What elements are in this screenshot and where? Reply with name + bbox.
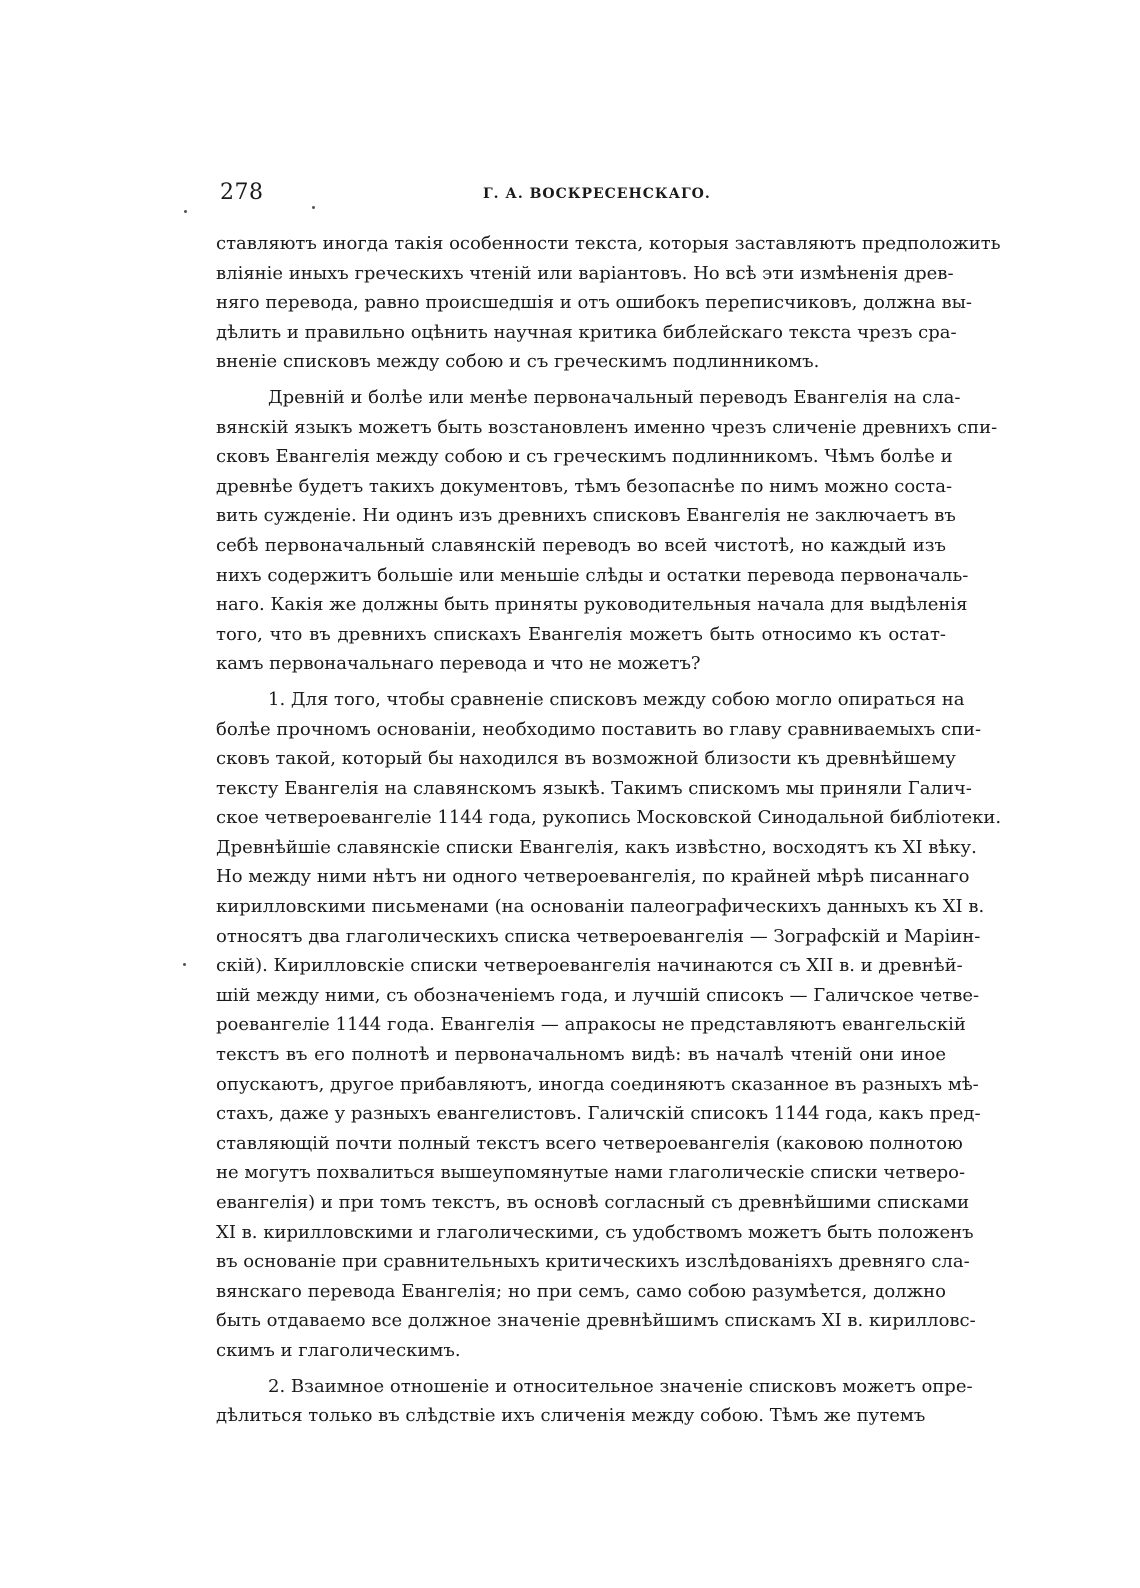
text-line: сковъ такой, который бы находился въ возможной близости къ древнѣйшему — [216, 748, 956, 770]
text-line: няго перевода, равно происшедшія и отъ ошибокъ переписчиковъ, должна вы- — [216, 292, 972, 314]
text-line: вить сужденіе. Ни одинъ изъ древнихъ списковъ Евангелія не заключаетъ въ — [216, 505, 956, 527]
text-line: въ основаніе при сравнительныхъ критическихъ изслѣдованіяхъ древняго сла- — [216, 1251, 970, 1273]
text-line: не могутъ похвалиться вышеупомянутые нами глаголическіе списки четверо- — [216, 1162, 966, 1184]
text-line: вянскаго перевода Евангелія; но при семъ, само собою разумѣется, должно — [216, 1280, 946, 1302]
text-line: 1. Для того, чтобы сравненіе списковъ между собою могло опираться на — [268, 688, 965, 710]
text-line: стахъ, даже у разныхъ евангелистовъ. Галичскій списокъ 1144 года, какъ пред- — [216, 1103, 981, 1125]
paragraph — [216, 229, 1001, 377]
text-line: вянскій языкъ можетъ быть возстановленъ именно чрезъ сличеніе древнихъ спи- — [216, 416, 998, 438]
scan-speck — [312, 206, 315, 209]
text-line: относятъ два глаголическихъ списка четвероевангелія — Зографскій и Маріин- — [216, 925, 981, 947]
text-line: 2. Взаимное отношеніе и относительное значеніе списковъ можетъ опре- — [268, 1375, 973, 1397]
text-line: древнѣе будетъ такихъ документовъ, тѣмъ безопаснѣе по нимъ можно соста- — [216, 475, 953, 497]
text-line: наго. Какія же должны быть приняты руководительныя начала для выдѣленія — [216, 594, 968, 616]
text-line: опускаютъ, другое прибавляютъ, иногда соединяютъ сказанное въ разныхъ мѣ- — [216, 1073, 979, 1095]
text-line: вненіе списковъ между собою и съ греческимъ подлинникомъ. — [216, 351, 820, 373]
text-line: нихъ содержитъ большіе или меньшіе слѣды и остатки перевода первоначаль- — [216, 564, 969, 586]
text-line: тексту Евангелія на славянскомъ языкѣ. Такимъ спискомъ мы приняли Галич- — [216, 777, 972, 799]
text-line: текстъ въ его полнотѣ и первоначальномъ видѣ: въ началѣ чтеній они иное — [216, 1044, 946, 1066]
text-line: болѣе прочномъ основаніи, необходимо поставить во главу сравниваемыхъ спи- — [216, 718, 982, 740]
text-line: Древній и болѣе или менѣе первоначальный переводъ Евангелія на сла- — [268, 386, 961, 408]
text-line: Древнѣйшіе славянскіе списки Евангелія, какъ извѣстно, восходятъ къ XI вѣку. — [216, 836, 977, 858]
scan-speck — [184, 210, 187, 213]
text-line: вліяніе иныхъ греческихъ чтеній или варіантовъ. Но всѣ эти измѣненія древ- — [216, 262, 954, 284]
body-text — [216, 229, 1002, 1431]
text-line: ское четвероевангеліе 1144 года, рукопись Московской Синодальной библіотеки. — [216, 807, 1002, 829]
paragraph — [216, 1372, 973, 1431]
text-line: скимъ и глаголическимъ. — [216, 1339, 461, 1361]
page-header — [218, 176, 944, 216]
page-number: 278 — [220, 180, 264, 205]
text-line: сковъ Евангелія между собою и съ греческимъ подлинникомъ. Чѣмъ болѣе и — [216, 446, 953, 468]
paragraph — [216, 383, 998, 679]
text-line: Но между ними нѣтъ ни одного четвероевангелія, по крайней мѣрѣ писаннаго — [216, 866, 970, 888]
text-line: дѣлить и правильно оцѣнить научная критика библейскаго текста чрезъ сра- — [216, 321, 957, 343]
running-head: Г. А. ВОСКРЕСЕНСКАГО. — [483, 186, 711, 202]
text-line: того, что въ древнихъ спискахъ Евангелія можетъ быть относимо къ остат- — [216, 623, 946, 645]
text-line: шій между ними, съ обозначеніемъ года, и лучшій списокъ — Галичское четве- — [216, 984, 980, 1006]
text-line: кирилловскими письменами (на основаніи палеографическихъ данныхъ къ XI в. — [216, 896, 985, 918]
text-line: себѣ первоначальный славянскій переводъ во всей чистотѣ, но каждый изъ — [216, 534, 946, 556]
text-line: роевангеліе 1144 года. Евангелія — апракосы не представляютъ евангельскій — [216, 1014, 966, 1036]
text-line: ставляютъ иногда такія особенности текста, которыя заставляютъ предположить — [216, 233, 1001, 254]
scan-speck — [183, 963, 186, 966]
paragraph — [216, 685, 1002, 1366]
text-line: быть отдаваемо все должное значеніе древнѣйшимъ спискамъ XI в. кирилловс- — [216, 1310, 976, 1332]
text-line: XI в. кирилловскими и глаголическими, съ удобствомъ можетъ быть положенъ — [216, 1221, 974, 1243]
text-line: камъ первоначальнаго перевода и что не можетъ? — [216, 653, 701, 675]
text-line: ставляющій почти полный текстъ всего четвероевангелія (каковою полнотою — [216, 1132, 963, 1154]
text-line: евангелія) и при томъ текстъ, въ основѣ согласный съ древнѣйшими списками — [216, 1192, 970, 1213]
text-line: дѣлиться только въ слѣдствіе ихъ сличенія между собою. Тѣмъ же путемъ — [216, 1405, 926, 1427]
text-line: скій). Кирилловскіе списки четвероевангелія начинаются съ XII в. и древнѣй- — [216, 955, 963, 977]
